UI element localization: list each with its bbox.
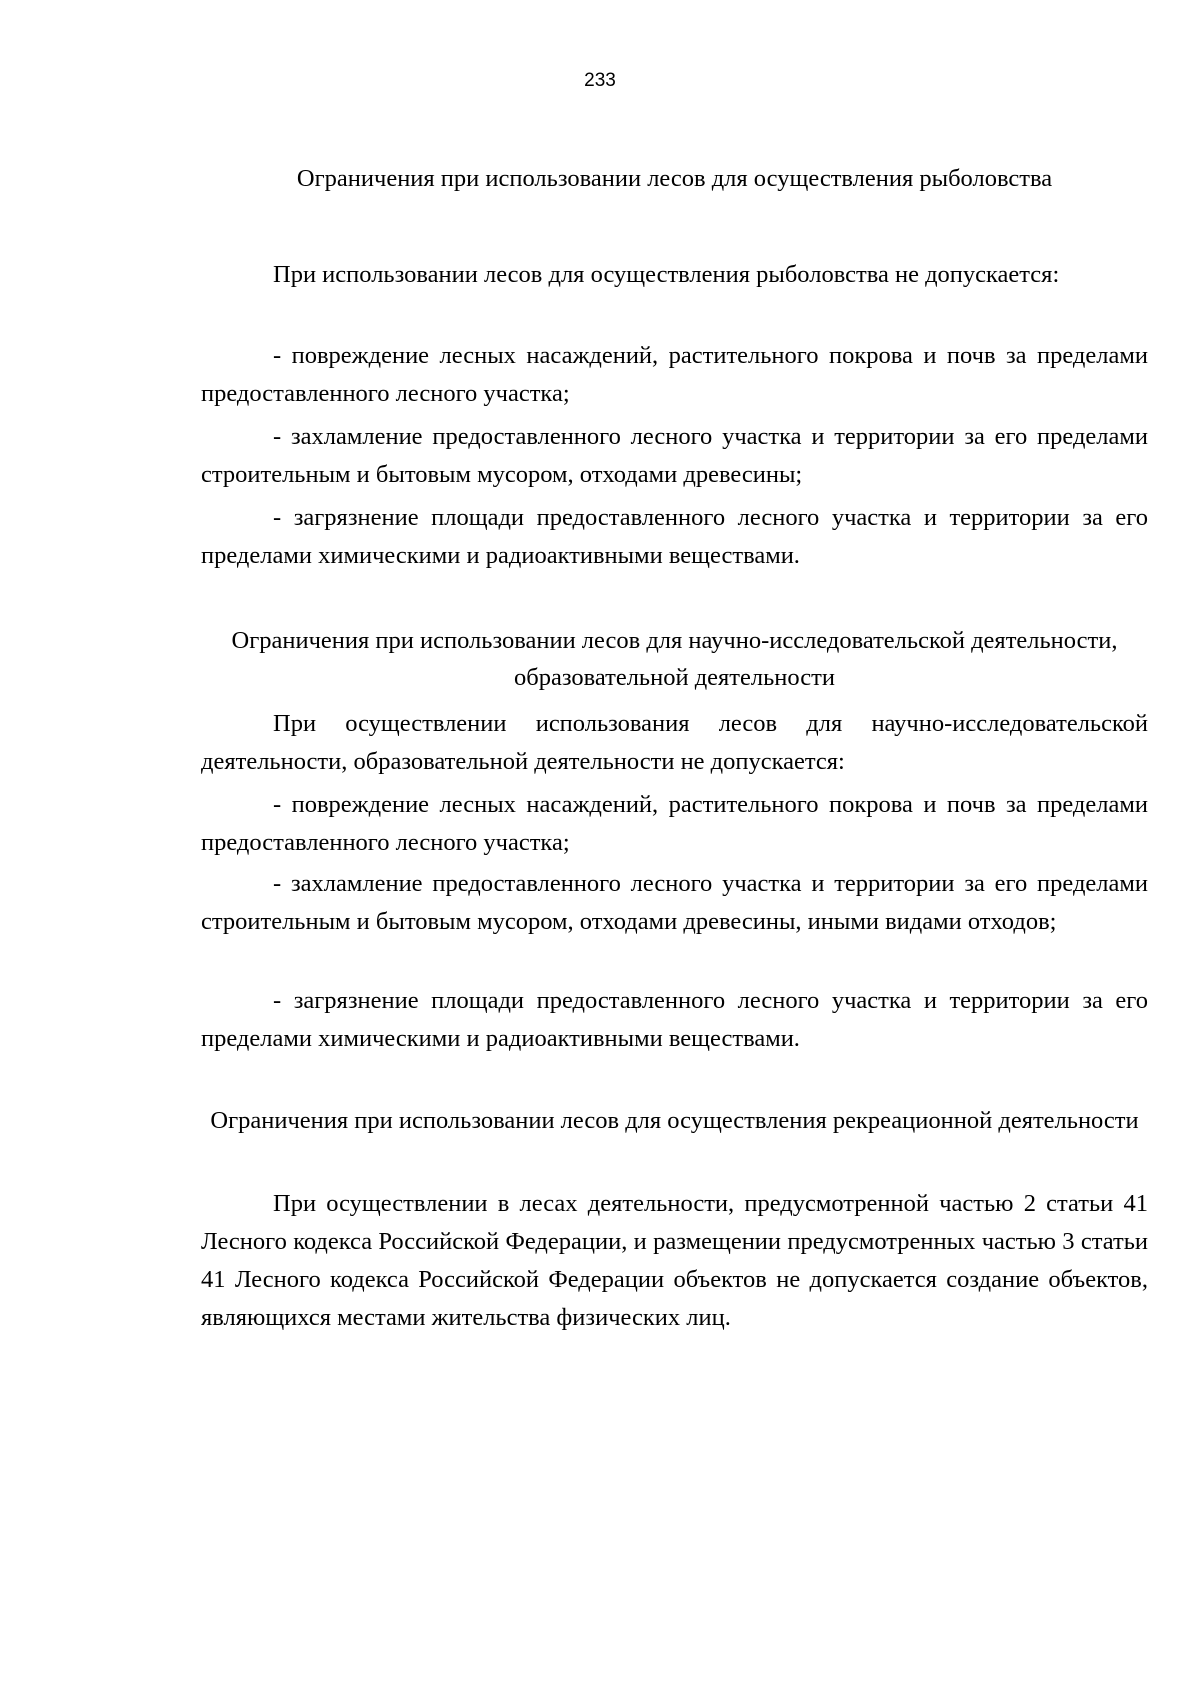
restriction-item: - загрязнение площади предоставленного лесного участка и территории за его пределами химическими и радиоактивными веществами. [201, 504, 1148, 569]
page-number: 233 [584, 70, 616, 91]
section-heading-recreation: Ограничения при использовании лесов для осуществления рекреационной деятельности [210, 1107, 1139, 1134]
restriction-item: - захламление предоставленного лесного участка и территории за его пределами строительным и бытовым мусором, отходами древесины; [201, 423, 1148, 488]
section-intro-research: При осуществлении использования лесов для научно-исследовательской деятельности, образовательной деятельности не допускается: [201, 710, 1148, 775]
section-intro-fishing: При использовании лесов для осуществления рыболовства не допускается: [273, 261, 1060, 288]
section-heading-research: Ограничения при использовании лесов для научно-исследовательской деятельности, образовательной деятельности [231, 627, 1118, 691]
restriction-item: - загрязнение площади предоставленного лесного участка и территории за его пределами химическими и радиоактивными веществами. [201, 987, 1148, 1052]
section-heading-fishing: Ограничения при использовании лесов для осуществления рыболовства [296, 165, 1053, 192]
restriction-item: - повреждение лесных насаждений, растительного покрова и почв за пределами предоставленного лесного участка; [201, 342, 1148, 407]
section-intro-recreation: При осуществлении в лесах деятельности, предусмотренной частью 2 статьи 41 Лесного кодекса Российской Федерации, и размещении предусмотренных частью 3 статьи 41 Лесного кодекса Российской Федерации объектов не допускается создание объектов, являющихся местами жительства физических лиц. [201, 1190, 1148, 1331]
restriction-item: - повреждение лесных насаждений, растительного покрова и почв за пределами предоставленного лесного участка; [201, 791, 1148, 856]
restriction-item: - захламление предоставленного лесного участка и территории за его пределами строительным и бытовым мусором, отходами древесины, иными видами отходов; [201, 870, 1148, 935]
